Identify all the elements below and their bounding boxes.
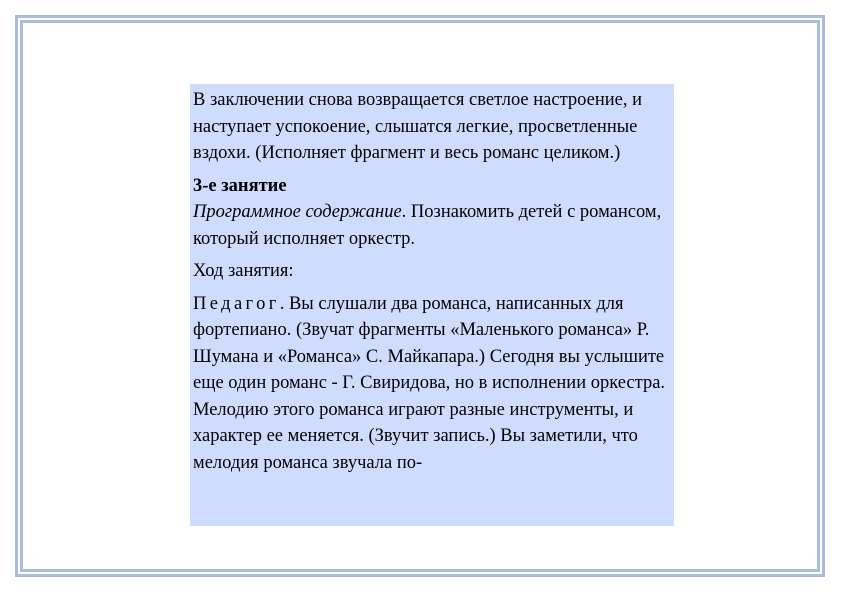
program-text: . Познакомить детей с романсом, который исполняет оркестр.: [193, 202, 662, 249]
lesson-heading: [193, 173, 670, 200]
course-label: Ход занятия:: [193, 261, 294, 281]
program-label: Программное содержание: [193, 202, 402, 222]
program-paragraph: [193, 199, 670, 252]
teacher-text: . Вы слушали два романса, написанных для фортепиано. (Звучат фрагменты «Маленького романса» Р. Шумана и «Романса» С. Майкапара.) Сегодня вы услышите еще один романс - Г. Свиридова, но в исполнении оркестра. Мелодию этого романса играют разные инструменты, и характер ее меняется. (Звучит запись.) Вы заметили, что мелодия романса звучала по-: [193, 293, 666, 473]
teacher-paragraph: [193, 291, 670, 477]
lesson-heading-text: 3-е занятие: [193, 175, 287, 196]
teacher-label: Педагог: [193, 293, 280, 314]
intro-paragraph: В заключении снова возвращается светлое настроение, и наступает успокоение, слышатся легкие, просветленные вздохи. (Исполняет фрагмент и весь романс целиком.): [193, 90, 642, 163]
text-content-box: [190, 84, 674, 526]
